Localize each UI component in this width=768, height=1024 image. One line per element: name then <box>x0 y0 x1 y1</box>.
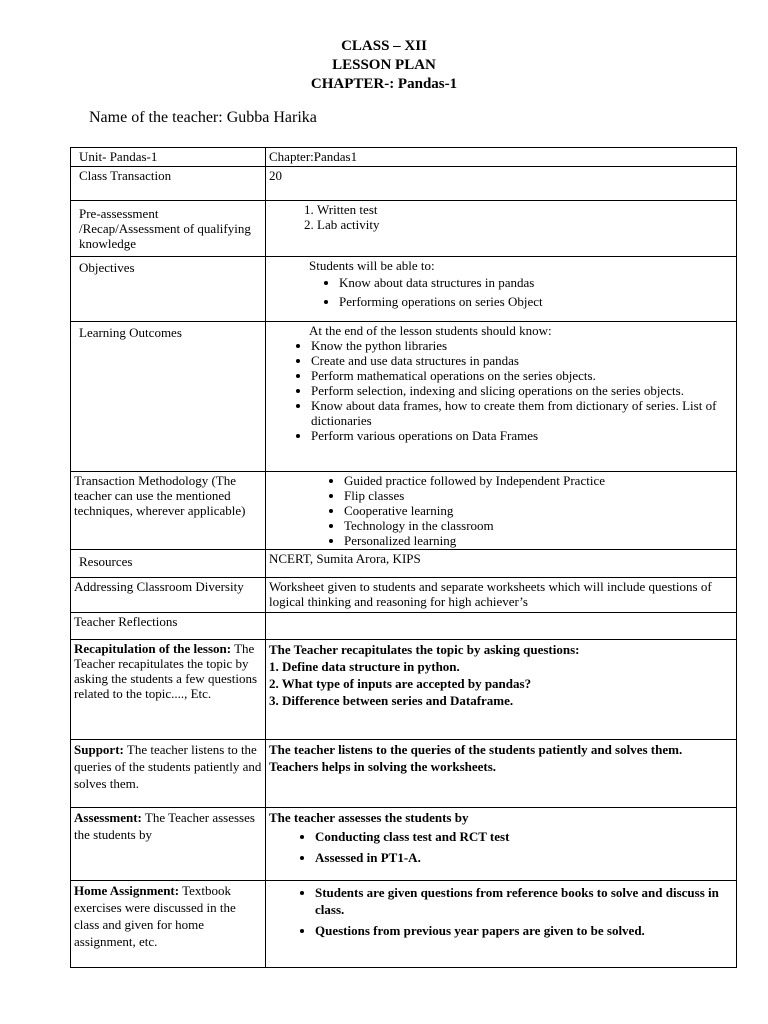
support-label-bold: Support: <box>74 742 124 757</box>
recap-line: 2. What type of inputs are accepted by pandas? <box>269 676 532 691</box>
recap-label-rest: The Teacher recapitulates the topic by asking the students a few questions related to the topic...., Etc. <box>74 641 258 701</box>
resources-value: NCERT, Sumita Arora, KIPS <box>266 550 737 578</box>
row-diversity <box>71 578 737 613</box>
support-label <box>71 740 266 808</box>
list-item: • Perform selection, indexing and slicing operations on the series objects. <box>311 383 733 398</box>
teacher-name: Name of the teacher: Gubba Harika <box>89 109 317 126</box>
list-item: • Guided practice followed by Independent Practice <box>344 473 733 488</box>
class-transaction-label: Class Transaction <box>71 167 266 201</box>
support-value: The teacher listens to the queries of the students patiently and solves them. Teachers helps in solving the worksheets. <box>266 740 737 808</box>
list-item: 1. Written test <box>317 202 733 217</box>
row-methodology <box>71 472 737 550</box>
list-item: • Conducting class test and RCT test <box>315 828 733 845</box>
row-recap <box>71 640 737 740</box>
row-support <box>71 740 737 808</box>
document-header <box>0 37 768 94</box>
pre-assessment-cell <box>266 201 737 257</box>
objectives-label: Objectives <box>71 257 266 322</box>
home-label-rest: Textbook exercises were discussed in the class and given for home assignment, etc. <box>74 883 236 949</box>
list-item: • Assessed in PT1-A. <box>315 849 733 866</box>
list-item: • Cooperative learning <box>344 503 733 518</box>
list-item: • Perform mathematical operations on the series objects. <box>311 368 733 383</box>
assessment-list <box>269 828 733 866</box>
class-title: CLASS – XII <box>341 38 427 54</box>
class-transaction-value: 20 <box>266 167 737 201</box>
resources-label: Resources <box>71 550 266 578</box>
list-item: • Know the python libraries <box>311 338 733 353</box>
reflections-value <box>266 613 737 640</box>
row-objectives <box>71 257 737 322</box>
list-item: • Students are given questions from reference books to solve and discuss in class. <box>315 884 733 918</box>
learning-outcomes-list <box>269 338 733 443</box>
learning-outcomes-label: Learning Outcomes <box>71 322 266 472</box>
home-label <box>71 881 266 968</box>
home-label-bold: Home Assignment: <box>74 883 180 898</box>
learning-outcomes-cell <box>266 322 737 472</box>
row-home-assignment <box>71 881 737 968</box>
recap-label-bold: Recapitulation of the lesson: <box>74 641 232 656</box>
list-item: • Know about data frames, how to create them from dictionary of series. List of dictionaries <box>311 398 733 428</box>
methodology-cell <box>266 472 737 550</box>
row-unit <box>71 148 737 167</box>
recap-label <box>71 640 266 740</box>
list-item: 2. Lab activity <box>317 217 733 232</box>
assessment-label <box>71 808 266 881</box>
list-item: • Flip classes <box>344 488 733 503</box>
assessment-intro: The teacher assesses the students by <box>269 810 469 825</box>
list-item: • Questions from previous year papers are given to be solved. <box>315 922 733 939</box>
diversity-value: Worksheet given to students and separate worksheets which will include questions of logical thinking and reasoning for high achiever’s <box>266 578 737 613</box>
methodology-label: Transaction Methodology (The teacher can use the mentioned techniques, wherever applicable) <box>71 472 266 550</box>
assessment-label-rest: The Teacher assesses the students by <box>74 810 255 842</box>
assessment-cell <box>266 808 737 881</box>
learning-outcomes-intro: At the end of the lesson students should know: <box>309 323 552 338</box>
objectives-intro: Students will be able to: <box>309 258 435 273</box>
list-item: • Perform various operations on Data Frames <box>311 428 733 443</box>
support-label-rest: The teacher listens to the queries of the students patiently and solves them. <box>74 742 262 791</box>
list-item: • Know about data structures in pandas <box>339 275 733 290</box>
unit-label: Unit- Pandas-1 <box>71 148 266 167</box>
objectives-cell <box>266 257 737 322</box>
lesson-plan-table <box>70 147 737 968</box>
methodology-list <box>269 473 733 548</box>
reflections-label: Teacher Reflections <box>71 613 266 640</box>
list-item: • Personalized learning <box>344 533 733 548</box>
pre-assessment-label: Pre-assessment /Recap/Assessment of qualifying knowledge <box>71 201 266 257</box>
row-assessment <box>71 808 737 881</box>
row-pre-assessment <box>71 201 737 257</box>
recap-cell <box>266 640 737 740</box>
row-class-transaction <box>71 167 737 201</box>
home-cell <box>266 881 737 968</box>
unit-value: Chapter:Pandas1 <box>266 148 737 167</box>
assessment-label-bold: Assessment: <box>74 810 142 825</box>
objectives-list <box>269 275 733 309</box>
list-item: • Technology in the classroom <box>344 518 733 533</box>
recap-line: The Teacher recapitulates the topic by asking questions: <box>269 642 580 657</box>
lesson-plan-title: LESSON PLAN <box>332 57 436 73</box>
pre-assessment-list <box>269 202 733 232</box>
recap-line: 1. Define data structure in python. <box>269 659 460 674</box>
home-list <box>269 884 733 939</box>
row-reflections <box>71 613 737 640</box>
list-item: • Create and use data structures in pandas <box>311 353 733 368</box>
diversity-label: Addressing Classroom Diversity <box>71 578 266 613</box>
row-resources <box>71 550 737 578</box>
row-learning-outcomes <box>71 322 737 472</box>
recap-line: 3. Difference between series and Dataframe. <box>269 693 514 708</box>
list-item: • Performing operations on series Object <box>339 294 733 309</box>
chapter-title: CHAPTER-: Pandas-1 <box>310 76 458 92</box>
